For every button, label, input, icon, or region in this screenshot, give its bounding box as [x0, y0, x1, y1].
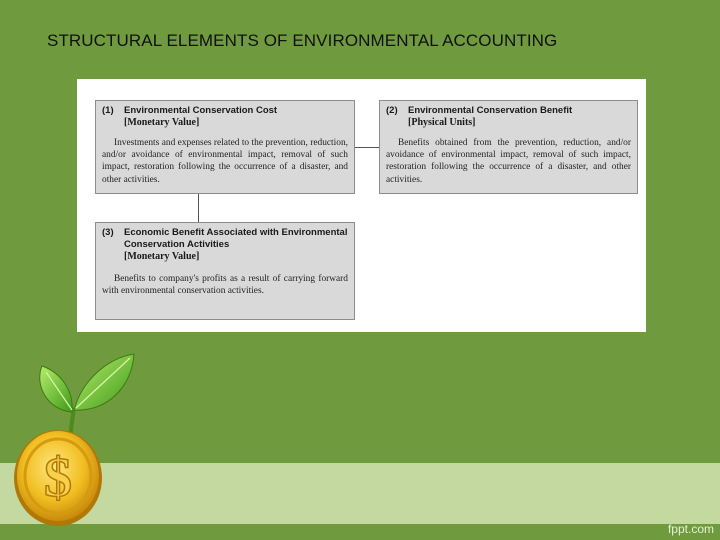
money-leaf-icon: [8, 350, 143, 530]
box-environmental-conservation-cost: [95, 100, 355, 194]
connector-1-to-3: [198, 194, 199, 222]
brand-watermark: fppt.com: [667, 522, 714, 536]
box-economic-benefit: [95, 222, 355, 320]
box-title: Economic Benefit Associated with Environmental Conservation Activities: [124, 227, 348, 250]
box-title: Environmental Conservation Cost: [124, 105, 278, 116]
slide-title: STRUCTURAL ELEMENTS OF ENVIRONMENTAL ACCOUNTING: [47, 31, 558, 50]
box-body: Investments and expenses related to the prevention, reduction, and/or avoidance of environmental impact, removal of such impact, restoration following the occurrence of a disaster, and other activities.: [102, 138, 348, 185]
diagram-panel: [77, 79, 646, 332]
box-body: Benefits to company's profits as a result of carrying forward with environmental conservation activities.: [102, 274, 348, 297]
box-body: Benefits obtained from the prevention, reduction, and/or avoidance of environmental impact, removal of such impact, restoration following the occurrence of a disaster, and other activities.: [386, 138, 631, 185]
box-unit: [Physical Units]: [408, 117, 476, 128]
box-number: (1): [102, 105, 114, 116]
box-unit: [Monetary Value]: [124, 117, 200, 128]
box-number: (2): [386, 105, 398, 116]
box-title: Environmental Conservation Benefit: [408, 105, 573, 116]
box-unit: [Monetary Value]: [124, 251, 200, 262]
dollar-sign-icon: $: [44, 447, 72, 509]
box-environmental-conservation-benefit: [379, 100, 638, 194]
connector-1-to-2: [355, 147, 379, 148]
box-number: (3): [102, 227, 114, 238]
